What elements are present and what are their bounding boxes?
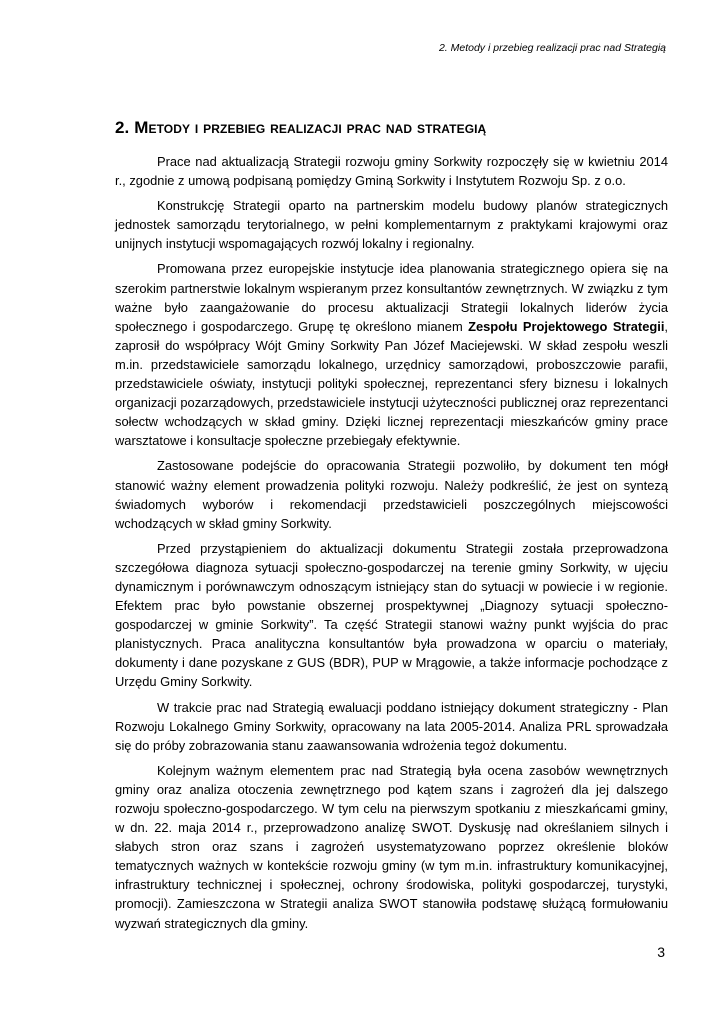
paragraph-3-part-1: Promowana przez europejskie instytucje idea planowania strategicznego opiera się na szerokim partnerstwie lokalnym wspieranym przez konsultantów zewnętrznych. W związku z tym ważne było zaangażowanie do procesu aktualizacji Strategii lokalnych liderów życia społecznego i gospodarczego. Grupę tę określono mianem xyxy=(115,261,668,334)
section-heading xyxy=(115,118,668,138)
section-title: Metody i przebieg realizacji prac nad strategią xyxy=(134,118,487,137)
paragraph-7: Kolejnym ważnym elementem prac nad Strategią była ocena zasobów wewnętrznych gminy oraz analiza otoczenia zewnętrznego pod kątem szans i zagrożeń dla jej dalszego rozwoju społeczno-gospodarczego. W tym celu na pierwszym spotkaniu z mieszkańcami gminy, w dn. 22. maja 2014 r., przeprowadzono analizę SWOT. Dyskusję nad określaniem silnych i słabych stron oraz szans i zagrożeń usystematyzowano poprzez określenie bloków tematycznych ważnych w kontekście rozwoju gminy (w tym m.in. infrastruktury komunikacyjnej, infrastruktury technicznej i społecznej, ochrony środowiska, polityki gospodarczej, turystyki, promocji). Zamieszczona w Strategii analiza SWOT stanowiła podstawę służącą formułowaniu wyzwań strategicznych dla gminy. xyxy=(115,762,668,931)
page-number: 3 xyxy=(657,944,665,960)
paragraph-4: Zastosowane podejście do opracowania Strategii pozwoliło, by dokument ten mógł stanowić ważny element prowadzenia polityki rozwoju. Należy podkreślić, że jest on syntezą świadomych wyborów i rekomendacji przedstawicieli poszczególnych miejscowości wchodzących w skład gminy Sorkwity. xyxy=(115,458,668,531)
paragraph-2: Konstrukcję Strategii oparto na partnerskim modelu budowy planów strategicznych jednostek samorządu terytorialnego, w pełni komplementarnym z praktykami krajowymi oraz unijnych instytucji wspomagających rozwój lokalny i regionalny. xyxy=(115,198,668,252)
paragraph-3-part-2: , zaprosił do współpracy Wójt Gminy Sorkwity Pan Józef Maciejewski. W skład zespołu weszli m.in. przedstawiciele samorządu lokalnego, urzędnicy samorządowi, proboszczowie parafii, przedstawiciele oświaty, instytucji polityki społecznej, reprezentanci sfery biznesu i lokalnych organizacji pozarządowych, przedstawiciele instytucji użyteczności publicznej oraz reprezentanci sołectw wchodzących w skład gminy. Dzięki licznej reprezentacji mieszkańców gminy prace warsztatowe i konsultacje społeczne przebiegały efektywnie. xyxy=(115,318,668,449)
paragraph-5: Przed przystąpieniem do aktualizacji dokumentu Strategii została przeprowadzona szczegółowa diagnoza sytuacji społeczno-gospodarczej na terenie gminy Sorkwity, w ujęciu dynamicznym i porównawczym odnoszącym istniejący stan do sytuacji w powiecie i w regionie. Efektem prac było powstanie obszernej prospektywnej „Diagnozy sytuacji społeczno-gospodarczej w gminie Sorkwity”. Ta część Strategii stanowi ważny punkt wyjścia do prac planistycznych. Praca analityczna konsultantów była prowadzona w oparciu o materiały, dokumenty i dane pozyskane z GUS (BDR), PUP w Mrągowie, a także informacje pochodzące z Urzędu Gminy Sorkwity. xyxy=(115,540,668,690)
paragraph-3 xyxy=(115,259,668,450)
team-name-emphasis: Zespołu Projektowego Strategii xyxy=(468,318,665,334)
paragraph-6: W trakcie prac nad Strategią ewaluacji poddano istniejący dokument strategiczny - Plan Rozwoju Lokalnego Gminy Sorkwity, opracowany na lata 2005-2014. Analiza PRL sprowadzała się do próby zobrazowania stanu zaawansowania wdrożenia tegoż dokumentu. xyxy=(115,699,668,753)
main-content xyxy=(115,118,668,939)
section-number: 2. xyxy=(115,118,130,137)
paragraph-1: Prace nad aktualizacją Strategii rozwoju gminy Sorkwity rozpoczęły się w kwietniu 2014 r., zgodnie z umową podpisaną pomiędzy Gminą Sorkwity i Instytutem Rozwoju Sp. z o.o. xyxy=(115,154,668,189)
running-header: 2. Metody i przebieg realizacji prac nad Strategią xyxy=(438,42,666,54)
